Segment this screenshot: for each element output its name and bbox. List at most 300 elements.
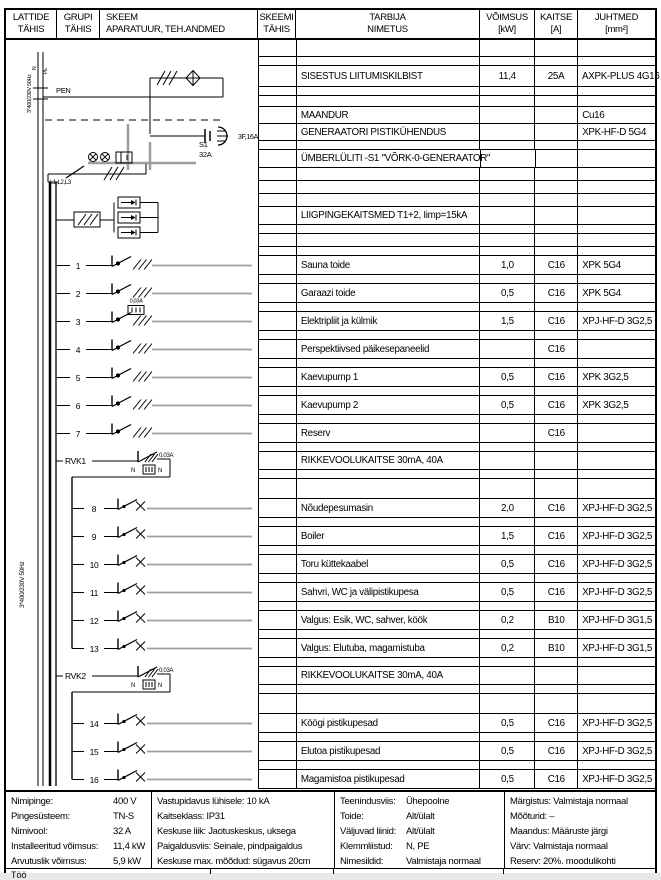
wire — [112, 341, 131, 351]
wire — [138, 667, 157, 677]
table-row-empty — [259, 275, 655, 284]
cell-fuse: C16 — [535, 583, 578, 601]
wire — [112, 369, 131, 379]
table-row — [259, 742, 655, 761]
cell-tag — [259, 583, 297, 601]
cell-consumer: Reserv — [297, 424, 481, 442]
table-row — [259, 527, 655, 546]
cell-fuse — [535, 761, 578, 769]
n-terminal-label: N — [158, 468, 163, 474]
wiring-diagram — [6, 40, 258, 790]
table-row — [259, 611, 655, 630]
cell-power — [480, 761, 535, 769]
cell-consumer: GENERAATORI PISTIKÜHENDUS — [297, 124, 481, 140]
rcd-current-label: 0,03A — [159, 453, 174, 459]
cell-tag — [259, 275, 297, 283]
cell-consumer: ÜMBERLÜLITI -S1 "VÕRK-0-GENERAATOR" — [297, 150, 481, 167]
cell-tag — [259, 685, 297, 693]
cell-fuse — [535, 415, 578, 423]
wire — [118, 771, 137, 781]
header-col: JUHTMED [mm²] — [594, 12, 639, 35]
wire — [118, 640, 137, 650]
spec-column — [335, 792, 505, 868]
group-number: 10 — [89, 560, 99, 570]
cell-consumer — [297, 141, 481, 149]
table-row — [259, 555, 655, 574]
cell-power — [480, 452, 535, 469]
wire — [66, 166, 84, 178]
cell-power: 0,5 — [480, 583, 535, 601]
spec-line: Klemmliistud: N, PE — [340, 841, 430, 852]
table-row — [259, 340, 655, 359]
cell-tag — [259, 107, 297, 123]
table-row-empty — [259, 574, 655, 583]
cell-tag — [259, 303, 297, 311]
cell-cable: XPK 5G4 — [582, 259, 621, 271]
spec-line: Maandus: Määruste järgi — [510, 826, 608, 837]
contact-dot — [116, 402, 119, 405]
cutoff-divider — [210, 869, 211, 874]
cell-power: 0,5 — [480, 742, 535, 760]
cell-tag — [259, 247, 297, 255]
cell-power — [480, 247, 535, 255]
cell-power — [480, 207, 535, 224]
wire — [112, 425, 131, 435]
cell-consumer — [297, 415, 481, 423]
rcd-current-label: 0,03A — [159, 668, 174, 674]
group-number: 8 — [91, 504, 97, 514]
cell-cable: XPK 3G2,5 — [582, 371, 629, 383]
wire — [118, 528, 137, 538]
contact-dot — [122, 720, 125, 723]
cell-consumer — [297, 275, 481, 283]
cell-fuse: C16 — [535, 742, 578, 760]
cell-tag — [259, 770, 297, 788]
group-number: 13 — [89, 644, 99, 654]
cell-cable — [578, 415, 655, 423]
table-row-empty — [259, 694, 655, 714]
cell-power: 11,4 — [480, 66, 535, 86]
wire — [118, 584, 137, 594]
contact-dot — [116, 262, 119, 265]
circuit-table — [258, 40, 660, 789]
cell-cable — [578, 630, 655, 638]
cell-cable — [578, 234, 655, 246]
cell-consumer: MAANDUR — [297, 107, 481, 123]
cell-cable — [578, 685, 655, 693]
table-row — [259, 499, 655, 518]
cell-tag — [259, 415, 297, 423]
cell-fuse: 25A — [535, 66, 578, 86]
cell-consumer — [297, 479, 481, 498]
table-row-empty — [259, 479, 655, 499]
cell-tag — [259, 733, 297, 741]
table-row-empty — [259, 57, 655, 66]
cell-fuse — [535, 57, 578, 65]
cell-cable — [578, 733, 655, 741]
cell-power: 0,5 — [480, 284, 535, 302]
cell-cable: XPJ-HF-D 3G2,5 — [582, 315, 653, 327]
cell-consumer — [297, 96, 481, 106]
cell-tag — [259, 742, 297, 760]
cell-tag — [259, 340, 297, 358]
cell-cable — [578, 303, 655, 311]
spec-line: Installeeritud võimsus: 11,4 kW — [11, 841, 146, 852]
cell-consumer — [297, 761, 481, 769]
cell-power — [480, 340, 535, 358]
cell-fuse — [535, 303, 578, 311]
cell-consumer — [297, 331, 481, 339]
cell-fuse — [535, 667, 578, 684]
cell-fuse: C16 — [535, 424, 578, 442]
contact-dot — [122, 505, 125, 508]
cell-power — [480, 57, 535, 65]
spec-line: Mõõturid: – — [510, 811, 555, 822]
plug-rating-label: 3F,16A — [238, 134, 258, 141]
contact-dot — [116, 374, 119, 377]
cell-cable — [578, 452, 655, 469]
cell-consumer: Toru küttekaabel — [297, 555, 481, 573]
wire — [138, 452, 157, 462]
cell-power — [480, 168, 535, 180]
cell-power — [480, 40, 535, 56]
cell-cable: Cu16 — [582, 109, 605, 121]
cell-fuse — [535, 234, 578, 246]
cell-tag — [259, 168, 297, 180]
cell-power — [480, 602, 535, 610]
cell-fuse — [535, 124, 578, 140]
cell-fuse — [535, 479, 578, 498]
table-row-empty — [259, 387, 655, 396]
cell-fuse — [535, 275, 578, 283]
cell-cable — [578, 141, 655, 149]
cell-cable — [578, 443, 655, 451]
spec-line: Märgistus: Valmistaja normaal — [510, 796, 628, 807]
cell-cable — [578, 470, 655, 478]
cell-tag — [259, 150, 297, 167]
cell-fuse — [535, 247, 578, 255]
group-number: 11 — [89, 588, 99, 598]
cell-cable — [578, 602, 655, 610]
rcd-current-label: 0,03A — [129, 298, 143, 305]
cell-cable — [578, 424, 655, 442]
cell-tag — [259, 761, 297, 769]
cell-power: 0,2 — [480, 639, 535, 657]
spec-line: Pingesüsteem: TN-S — [11, 811, 134, 822]
cell-fuse — [535, 694, 578, 713]
spec-line: Reserv: 20%. moodulikohti — [510, 856, 616, 867]
cell-fuse: C16 — [535, 340, 578, 358]
contact-dot — [122, 617, 125, 620]
contact-dot — [122, 561, 125, 564]
wire — [112, 257, 131, 267]
cell-tag — [259, 194, 297, 206]
spec-column — [6, 792, 152, 868]
cell-fuse: C16 — [535, 396, 578, 414]
cell-tag — [259, 611, 297, 629]
cell-cable — [578, 574, 655, 582]
table-row-empty — [259, 331, 655, 340]
group-number: 15 — [89, 747, 99, 757]
cell-fuse — [535, 574, 578, 582]
cell-power — [480, 443, 535, 451]
cell-fuse — [535, 470, 578, 478]
cell-consumer: Kaevupump 1 — [297, 368, 481, 386]
group-number: 1 — [75, 261, 81, 271]
cell-cable — [578, 359, 655, 367]
cell-cable — [578, 761, 655, 769]
cell-power — [480, 694, 535, 713]
spec-line: Arvutuslik võimsus: 5,9 kW — [11, 856, 141, 867]
wire — [118, 556, 137, 566]
cell-fuse — [535, 181, 578, 193]
spec-line: Teenindusviis: Ühepoolne — [340, 796, 450, 807]
header-col: TARBIJA NIMETUS — [296, 10, 480, 38]
table-row-empty — [259, 602, 655, 611]
spec-line: Kaitseklass: IP31 — [157, 811, 225, 822]
cell-consumer — [297, 234, 481, 246]
cell-tag — [259, 602, 297, 610]
cell-power: 2,0 — [480, 499, 535, 517]
cell-tag — [259, 694, 297, 713]
wire — [152, 454, 158, 462]
cell-consumer — [297, 225, 481, 233]
cell-cable — [578, 247, 655, 255]
header-col: GRUPI TÄHIS — [57, 10, 100, 38]
cell-power — [480, 87, 535, 95]
table-row — [259, 207, 655, 225]
table-row-empty — [259, 518, 655, 527]
table-row — [259, 284, 655, 303]
cell-fuse: C16 — [535, 368, 578, 386]
cell-cable: XPJ-HF-D 3G2,5 — [582, 586, 653, 598]
table-row-empty — [259, 630, 655, 639]
group-number: 7 — [75, 429, 81, 439]
table-row-empty — [259, 225, 655, 234]
switch-id-label: S1 — [199, 140, 208, 149]
cell-consumer — [297, 546, 481, 554]
cell-fuse: C16 — [535, 312, 578, 330]
cell-cable: XPK 5G4 — [582, 287, 621, 299]
group-number: 3 — [75, 317, 81, 327]
cell-cable: XPJ-HF-D 3G2,5 — [582, 717, 653, 729]
cell-fuse — [535, 225, 578, 233]
cell-power — [480, 387, 535, 395]
table-row-empty — [259, 546, 655, 555]
cell-fuse — [535, 168, 578, 180]
cell-power — [480, 107, 535, 123]
table-row-empty — [259, 470, 655, 479]
table-row-empty — [259, 443, 655, 452]
cell-consumer — [297, 443, 481, 451]
cell-cable: XPJ-HF-D 3G2,5 — [582, 745, 653, 757]
cell-cable: XPJ-HF-D 3G1,5 — [582, 614, 653, 626]
cell-consumer — [297, 694, 481, 713]
contact-dot — [122, 748, 125, 751]
n-terminal-label: N — [131, 683, 136, 689]
cell-power — [480, 225, 535, 233]
cell-consumer — [297, 518, 481, 526]
cell-power — [480, 275, 535, 283]
rvk-label: RVK2 — [65, 671, 86, 681]
cell-power — [480, 359, 535, 367]
cell-tag — [259, 452, 297, 469]
table-row — [259, 639, 655, 658]
rvk-label: RVK1 — [65, 456, 86, 466]
cell-consumer — [297, 733, 481, 741]
cell-tag — [259, 359, 297, 367]
spec-line: Paigaldusviis: Seinale, pindpaigaldus — [157, 841, 303, 852]
spd-arrow-icon — [131, 215, 136, 220]
table-row — [259, 66, 660, 87]
cell-consumer — [297, 247, 481, 255]
cell-cable: XPJ-HF-D 3G2,5 — [582, 502, 653, 514]
cell-tag — [259, 396, 297, 414]
cell-consumer: Köögi pistikupesad — [297, 714, 481, 732]
cell-fuse — [535, 141, 578, 149]
cell-consumer — [297, 630, 481, 638]
cell-fuse: C16 — [535, 555, 578, 573]
table-row — [259, 256, 655, 275]
cell-tag — [259, 714, 297, 732]
group-number: 4 — [75, 345, 81, 355]
spec-column — [152, 792, 335, 868]
table-row — [259, 107, 655, 124]
pen-label: PEN — [56, 86, 71, 95]
cell-fuse — [535, 518, 578, 526]
header-col: SKEEMI TÄHIS — [258, 10, 296, 38]
header-col: KAITSE [A] — [535, 10, 578, 38]
table-row — [259, 714, 655, 733]
spec-line: Nimivool: 32 A — [11, 826, 131, 837]
table-row — [259, 424, 655, 443]
table-row-empty — [259, 96, 655, 107]
cell-cable: XPJ-HF-D 3G2,5 — [582, 530, 653, 542]
cell-tag — [259, 312, 297, 330]
contact-dot — [122, 533, 125, 536]
cell-fuse — [535, 387, 578, 395]
cell-cable — [578, 225, 655, 233]
cell-fuse — [536, 150, 579, 167]
cell-fuse — [535, 658, 578, 666]
cell-fuse: C16 — [535, 499, 578, 517]
cutoff-divider — [333, 869, 334, 874]
spec-column — [505, 792, 655, 868]
cell-power — [481, 150, 536, 167]
table-row — [259, 667, 655, 685]
cell-power — [480, 181, 535, 193]
cell-tag — [259, 141, 297, 149]
cell-tag — [259, 499, 297, 517]
cell-tag — [259, 630, 297, 638]
cell-power: 0,5 — [480, 396, 535, 414]
spec-line: Nimesildid: Valmistaja normaal — [340, 856, 481, 867]
cell-power — [480, 303, 535, 311]
wire — [118, 743, 137, 753]
cell-power: 0,5 — [480, 770, 535, 788]
table-row-empty — [259, 194, 655, 207]
cell-consumer: Garaazi toide — [297, 284, 481, 302]
cell-fuse — [535, 733, 578, 741]
cell-cable: XPJ-HF-D 3G2,5 — [582, 558, 653, 570]
table-row — [259, 583, 655, 602]
spec-line: Toide: Alt/ülalt — [340, 811, 435, 822]
table-row-empty — [259, 415, 655, 424]
spd-arrow-icon — [131, 230, 136, 235]
cell-cable — [578, 181, 655, 193]
spec-line: Vastupidavus lühisele: 10 kA — [157, 796, 270, 807]
cell-tag — [259, 40, 297, 56]
cell-cable — [578, 40, 655, 56]
cell-consumer: Boiler — [297, 527, 481, 545]
cell-consumer — [297, 87, 481, 95]
cell-fuse — [535, 443, 578, 451]
cell-fuse — [535, 602, 578, 610]
cell-consumer — [297, 168, 481, 180]
cell-consumer: Nõudepesumasin — [297, 499, 481, 517]
cell-consumer — [297, 40, 481, 56]
cell-cable: XPK-HF-D 5G4 — [582, 126, 647, 138]
cell-power: 1,0 — [480, 256, 535, 274]
cell-consumer: Sahvri, WC ja välipistikupesa — [297, 583, 481, 601]
cell-cable — [578, 168, 655, 180]
cell-tag — [259, 87, 297, 95]
cell-consumer: SISESTUS LIITUMISKILBIST — [297, 66, 480, 86]
cell-power — [480, 124, 535, 140]
cell-consumer: Kaevupump 2 — [297, 396, 481, 414]
cell-power — [480, 667, 535, 684]
spec-line: Nimipinge: 400 V — [11, 796, 137, 807]
cell-tag — [259, 424, 297, 442]
cell-power — [480, 96, 535, 106]
cell-fuse — [535, 630, 578, 638]
n-terminal-label: N — [158, 683, 163, 689]
cell-power — [480, 331, 535, 339]
cutoff-row — [4, 868, 657, 880]
cell-cable — [578, 87, 655, 95]
cell-tag — [259, 284, 297, 302]
cell-power: 0,5 — [480, 368, 535, 386]
cell-power — [480, 574, 535, 582]
group-number: 9 — [91, 532, 97, 542]
contact-dot — [116, 346, 119, 349]
table-row-empty — [259, 87, 655, 96]
aux-device-icon — [116, 152, 132, 163]
wire — [118, 500, 137, 510]
cell-consumer: Perspektiivsed päikesepaneelid — [297, 340, 481, 358]
cell-tag — [259, 658, 297, 666]
spd-arrow-icon — [131, 200, 136, 205]
contact-dot — [116, 430, 119, 433]
group-number: 16 — [89, 775, 99, 785]
table-row-empty — [259, 181, 655, 194]
group-number: 14 — [89, 719, 99, 729]
cell-cable: XPJ-HF-D 3G2,5 — [582, 773, 653, 785]
group-number: 12 — [89, 616, 99, 626]
table-row — [259, 312, 655, 331]
switch-rating-label: 32A — [199, 150, 212, 159]
cell-tag — [259, 639, 297, 657]
cell-cable — [578, 518, 655, 526]
cell-power — [480, 194, 535, 206]
header-col: LATTIDE TÄHIS — [6, 10, 57, 38]
cell-tag — [259, 331, 297, 339]
cell-tag — [259, 66, 297, 86]
cell-cable — [578, 694, 655, 713]
cell-fuse — [535, 107, 578, 123]
cell-consumer — [297, 387, 481, 395]
cell-consumer — [297, 303, 481, 311]
